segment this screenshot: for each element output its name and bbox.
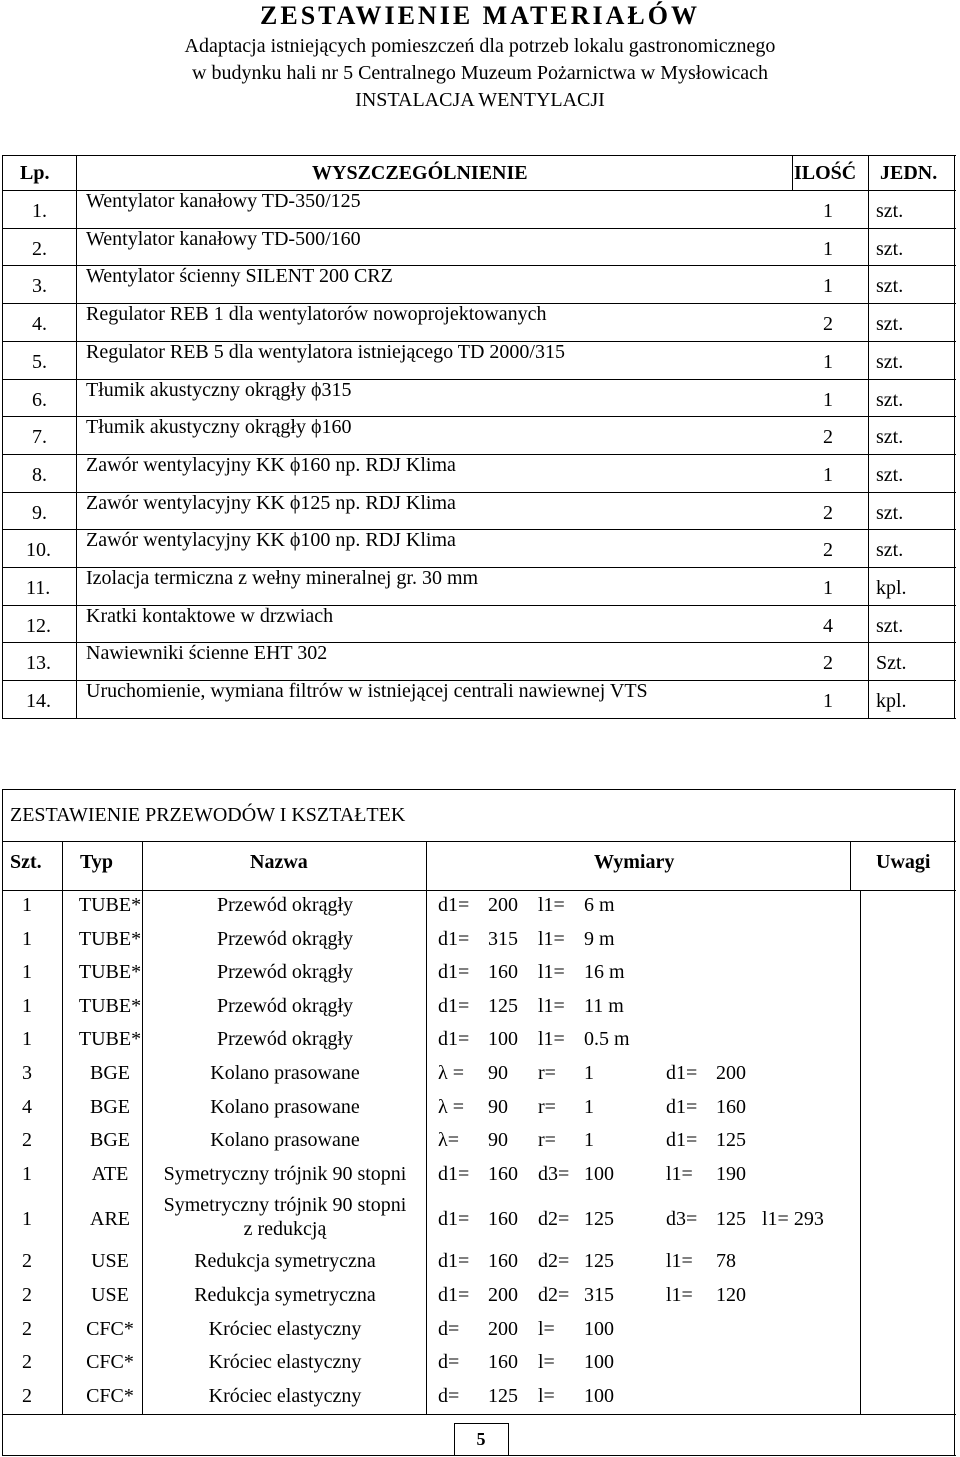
dimension-value-2: 100 <box>584 1317 614 1340</box>
material-row <box>2 567 956 605</box>
dimension-key-2: d2= <box>538 1284 570 1306</box>
dimension-value-2: 6 m <box>584 894 615 916</box>
conduit-name: Przewód okrągły <box>216 994 354 1017</box>
dimension-key-1: d= <box>438 1384 460 1407</box>
dimension-value-2: 125 <box>584 1250 614 1273</box>
dimension-value-1: 125 <box>488 994 518 1017</box>
conduit-qty: 2 <box>22 1351 32 1374</box>
material-row <box>2 605 956 643</box>
row-number: 11. <box>26 577 51 599</box>
dimension-value-3: 78 <box>716 1250 736 1273</box>
dimension-value-2: 125 <box>584 1208 614 1231</box>
dimension-key-1: d1= <box>438 961 470 984</box>
table-border <box>2 1414 956 1415</box>
dimension-value-1: 200 <box>488 1284 518 1306</box>
conduit-qty: 2 <box>22 1284 32 1306</box>
item-unit: Szt. <box>876 652 907 675</box>
dimension-value-3: 200 <box>716 1062 746 1084</box>
conduits-title: ZESTAWIENIE PRZEWODÓW I KSZTAŁTEK <box>10 804 406 826</box>
dimension-key-1: d= <box>438 1317 460 1340</box>
item-quantity: 1 <box>823 388 833 411</box>
header-quantity: ILOŚĆ <box>794 162 857 184</box>
conduit-type: TUBE* <box>78 1028 142 1051</box>
dimension-key-2: d2= <box>538 1250 570 1273</box>
dimension-value-2: 16 m <box>584 961 625 984</box>
dimension-key-1: d1= <box>438 1208 470 1231</box>
item-unit: szt. <box>876 275 904 298</box>
row-divider <box>2 718 956 719</box>
dimension-value-1: 160 <box>488 1351 518 1374</box>
materials-table <box>2 155 956 718</box>
item-quantity: 1 <box>823 463 833 486</box>
header-qty: Szt. <box>10 851 42 873</box>
dimension-value-2: 100 <box>584 1384 614 1407</box>
conduit-type: CFC* <box>86 1351 134 1374</box>
item-quantity: 1 <box>823 350 833 373</box>
conduit-row <box>2 1192 956 1246</box>
dimension-value-3: 125 <box>716 1129 746 1152</box>
row-number: 14. <box>26 690 51 713</box>
conduit-name: Symetryczny trójnik 90 stopni <box>163 1194 407 1217</box>
dimension-key-2: l= <box>538 1317 555 1340</box>
conduit-qty: 1 <box>22 994 32 1017</box>
item-unit: szt. <box>876 313 904 336</box>
conduit-row <box>2 1024 956 1058</box>
dimension-key-3: d1= <box>666 1129 698 1152</box>
item-quantity: 2 <box>823 539 833 562</box>
conduit-type: CFC* <box>86 1384 134 1407</box>
dimension-key-2: l= <box>538 1351 555 1374</box>
column-divider <box>76 155 77 718</box>
row-number: 8. <box>32 463 47 486</box>
materials-header-row <box>2 155 956 190</box>
conduit-row <box>2 890 956 924</box>
conduit-name: Symetryczny trójnik 90 stopni <box>163 1162 407 1185</box>
dimension-value-2: 100 <box>584 1162 614 1185</box>
conduit-type: BGE <box>90 1095 130 1118</box>
row-number: 9. <box>32 501 47 524</box>
row-number: 7. <box>32 426 47 449</box>
page-border <box>954 1415 955 1456</box>
conduit-qty: 1 <box>22 961 32 984</box>
column-divider <box>2 155 3 718</box>
item-description: Tłumik akustyczny okrągły ϕ160 <box>86 416 352 439</box>
dimension-key-1: d= <box>438 1351 460 1374</box>
conduit-type: USE <box>91 1284 129 1306</box>
conduit-qty: 1 <box>22 894 32 916</box>
row-number: 13. <box>26 652 51 675</box>
conduit-row <box>2 1381 956 1415</box>
conduit-name: Króciec elastyczny <box>208 1384 362 1407</box>
conduit-type: ATE <box>91 1162 129 1185</box>
dimension-key-1: d1= <box>438 994 470 1017</box>
item-quantity: 2 <box>823 652 833 675</box>
conduit-qty: 2 <box>22 1384 32 1407</box>
conduit-row <box>2 1125 956 1159</box>
dimension-value-3: 120 <box>716 1284 746 1306</box>
conduit-name: Króciec elastyczny <box>208 1317 362 1340</box>
conduit-row <box>2 1058 956 1092</box>
conduit-type: TUBE* <box>78 961 142 984</box>
conduit-row <box>2 924 956 958</box>
column-divider <box>792 155 793 190</box>
conduit-row <box>2 1159 956 1193</box>
item-description: Wentylator kanałowy TD-500/160 <box>86 227 361 250</box>
row-number: 6. <box>32 388 47 411</box>
table-border <box>2 841 956 842</box>
dimension-value-1: 160 <box>488 1208 518 1231</box>
row-number: 1. <box>32 200 47 222</box>
row-number: 3. <box>32 275 47 298</box>
conduit-row <box>2 1092 956 1126</box>
dimension-key-2: l1= <box>538 1028 565 1051</box>
item-unit: szt. <box>876 614 904 637</box>
column-divider <box>850 841 851 890</box>
conduit-name: Redukcja symetryczna <box>194 1284 376 1306</box>
item-unit: szt. <box>876 501 904 524</box>
column-divider <box>62 841 63 1414</box>
conduit-name: Kolano prasowane <box>210 1095 360 1118</box>
dimension-value-1: 90 <box>488 1129 508 1152</box>
material-row <box>2 265 956 303</box>
dimension-value-1: 100 <box>488 1028 518 1051</box>
dimension-value-2: 100 <box>584 1351 614 1374</box>
item-description: Wentylator ścienny SILENT 200 CRZ <box>86 265 393 288</box>
item-quantity: 1 <box>823 577 833 599</box>
conduit-qty: 1 <box>22 927 32 950</box>
item-quantity: 2 <box>823 501 833 524</box>
conduit-name: Przewód okrągły <box>216 961 354 984</box>
column-divider <box>860 890 861 1414</box>
dimension-key-1: d1= <box>438 1284 470 1306</box>
dimension-key-2: l= <box>538 1384 555 1407</box>
conduit-row <box>2 991 956 1025</box>
dimension-value-1: 315 <box>488 927 518 950</box>
dimension-key-1: λ= <box>438 1129 459 1152</box>
conduit-name: Redukcja symetryczna <box>194 1250 376 1273</box>
conduit-type: CFC* <box>86 1317 134 1340</box>
dimension-key-1: d1= <box>438 1028 470 1051</box>
dimension-value-1: 160 <box>488 1162 518 1185</box>
page-number-box <box>454 1423 508 1424</box>
dimension-value-2: 9 m <box>584 927 615 950</box>
dimension-key-1: d1= <box>438 1162 470 1185</box>
row-number: 12. <box>26 614 51 637</box>
dimension-value-1: 200 <box>488 894 518 916</box>
dimension-value-1: 125 <box>488 1384 518 1407</box>
dimension-key-3: l1= <box>666 1250 693 1273</box>
header-notes: Uwagi <box>876 851 931 873</box>
item-unit: szt. <box>876 539 904 562</box>
header-dimensions: Wymiary <box>594 851 675 873</box>
conduit-row <box>2 1280 956 1314</box>
item-description: Uruchomienie, wymiana filtrów w istniejącej centrali nawiewnej VTS <box>86 680 648 703</box>
item-description: Izolacja termiczna z wełny mineralnej gr. 30 mm <box>86 567 479 589</box>
row-number: 10. <box>26 539 51 562</box>
item-quantity: 1 <box>823 690 833 713</box>
item-description: Zawór wentylacyjny KK ϕ100 np. RDJ Klima <box>86 529 456 552</box>
header-type: Typ <box>80 851 113 873</box>
material-row <box>2 416 956 454</box>
item-description: Wentylator kanałowy TD-350/125 <box>86 190 361 212</box>
dimension-value-1: 200 <box>488 1317 518 1340</box>
dimension-value-3: 190 <box>716 1162 746 1185</box>
dimension-key-2: r= <box>538 1062 556 1084</box>
conduit-type: ARE <box>90 1208 130 1231</box>
row-number: 5. <box>32 350 47 373</box>
item-unit: kpl. <box>876 577 907 599</box>
header-name: Nazwa <box>250 851 308 873</box>
dimension-key-2: l1= <box>538 894 565 916</box>
dimension-key-1: λ = <box>438 1062 464 1084</box>
dimension-key-2: r= <box>538 1095 556 1118</box>
conduit-qty: 2 <box>22 1317 32 1340</box>
conduit-name: Króciec elastyczny <box>208 1351 362 1374</box>
item-description: Nawiewniki ścienne EHT 302 <box>86 642 328 665</box>
material-row <box>2 529 956 567</box>
dimension-value-3: 125 <box>716 1208 746 1231</box>
item-unit: szt. <box>876 237 904 260</box>
page-number-box <box>2 1455 956 1456</box>
dimension-key-3: l1= <box>666 1284 693 1306</box>
material-row <box>2 454 956 492</box>
item-quantity: 2 <box>823 426 833 449</box>
material-row <box>2 228 956 266</box>
dimension-value-2: 1 <box>584 1129 594 1152</box>
conduit-row <box>2 1314 956 1348</box>
item-quantity: 4 <box>823 614 833 637</box>
conduit-type: BGE <box>90 1062 130 1084</box>
item-unit: szt. <box>876 463 904 486</box>
column-divider <box>142 841 143 1414</box>
project-location: w budynku hali nr 5 Centralnego Muzeum Pożarnictwa w Mysłowicach <box>192 62 768 84</box>
dimension-value-1: 90 <box>488 1062 508 1084</box>
document-title: ZESTAWIENIE MATERIAŁÓW <box>260 1 700 30</box>
dimension-extra: l1= 293 <box>762 1208 824 1231</box>
conduit-type: BGE <box>90 1129 130 1152</box>
conduit-name-line2: z redukcją <box>243 1218 327 1241</box>
material-row <box>2 379 956 417</box>
dimension-value-1: 90 <box>488 1095 508 1118</box>
dimension-value-3: 160 <box>716 1095 746 1118</box>
dimension-value-2: 315 <box>584 1284 614 1306</box>
item-unit: kpl. <box>876 690 907 713</box>
item-description: Kratki kontaktowe w drzwiach <box>86 604 334 627</box>
dimension-key-1: d1= <box>438 927 470 950</box>
conduit-type: TUBE* <box>78 927 142 950</box>
header-lp: Lp. <box>20 162 50 184</box>
conduit-qty: 3 <box>22 1062 32 1084</box>
conduit-type: TUBE* <box>78 894 142 916</box>
dimension-key-2: l1= <box>538 994 565 1017</box>
table-border <box>2 789 3 1414</box>
column-divider <box>868 155 869 718</box>
conduit-qty: 4 <box>22 1095 32 1118</box>
conduits-table <box>2 789 956 1415</box>
item-quantity: 2 <box>823 313 833 336</box>
page-border <box>2 1415 3 1456</box>
dimension-key-2: l1= <box>538 927 565 950</box>
dimension-key-3: d1= <box>666 1095 698 1118</box>
material-row <box>2 303 956 341</box>
item-unit: szt. <box>876 200 904 222</box>
conduit-qty: 1 <box>22 1162 32 1185</box>
item-unit: szt. <box>876 426 904 449</box>
conduit-qty: 1 <box>22 1028 32 1051</box>
conduit-qty: 2 <box>22 1250 32 1273</box>
item-quantity: 1 <box>823 237 833 260</box>
dimension-value-2: 11 m <box>584 994 624 1017</box>
conduit-name: Przewód okrągły <box>216 927 354 950</box>
material-row <box>2 492 956 530</box>
dimension-key-1: λ = <box>438 1095 464 1118</box>
item-quantity: 1 <box>823 275 833 298</box>
table-border <box>2 789 956 790</box>
item-description: Regulator REB 1 dla wentylatorów nowoprojektowanych <box>86 303 547 326</box>
table-border <box>2 155 956 156</box>
dimension-key-3: d3= <box>666 1208 698 1231</box>
material-row <box>2 642 956 680</box>
item-unit: szt. <box>876 350 904 373</box>
item-description: Regulator REB 5 dla wentylatora istniejącego TD 2000/315 <box>86 340 565 363</box>
item-description: Zawór wentylacyjny KK ϕ160 np. RDJ Klima <box>86 453 456 476</box>
conduit-qty: 1 <box>22 1208 32 1231</box>
dimension-value-1: 160 <box>488 961 518 984</box>
conduit-name: Przewód okrągły <box>216 1028 354 1051</box>
conduit-row <box>2 1246 956 1280</box>
dimension-key-3: d1= <box>666 1062 698 1084</box>
conduit-row <box>2 957 956 991</box>
dimension-value-2: 0.5 m <box>584 1028 630 1051</box>
conduit-name: Kolano prasowane <box>210 1129 360 1152</box>
dimension-key-1: d1= <box>438 1250 470 1273</box>
dimension-key-2: r= <box>538 1129 556 1152</box>
material-row <box>2 680 956 718</box>
conduit-qty: 2 <box>22 1129 32 1152</box>
column-divider <box>426 841 427 1414</box>
dimension-key-2: d2= <box>538 1208 570 1231</box>
page-number-box <box>508 1423 509 1455</box>
page-number-box <box>454 1423 455 1455</box>
installation-name: INSTALACJA WENTYLACJI <box>355 89 605 111</box>
column-divider <box>954 155 955 718</box>
header-unit: JEDN. <box>880 162 938 184</box>
material-row <box>2 341 956 379</box>
conduit-name: Przewód okrągły <box>216 894 354 916</box>
row-number: 2. <box>32 237 47 260</box>
item-unit: szt. <box>876 388 904 411</box>
dimension-value-2: 1 <box>584 1062 594 1084</box>
item-description: Tłumik akustyczny okrągły ϕ315 <box>86 378 352 401</box>
conduit-row <box>2 1347 956 1381</box>
project-subtitle: Adaptacja istniejących pomieszczeń dla potrzeb lokalu gastronomicznego <box>184 35 776 57</box>
dimension-value-1: 160 <box>488 1250 518 1273</box>
dimension-value-2: 1 <box>584 1095 594 1118</box>
dimension-key-2: d3= <box>538 1162 570 1185</box>
dimension-key-1: d1= <box>438 894 470 916</box>
dimension-key-2: l1= <box>538 961 565 984</box>
table-border <box>954 789 955 1414</box>
conduit-type: TUBE* <box>78 994 142 1017</box>
conduit-type: USE <box>91 1250 129 1273</box>
header-description: WYSZCZEGÓLNIENIE <box>312 162 528 184</box>
item-description: Zawór wentylacyjny KK ϕ125 np. RDJ Klima <box>86 491 456 514</box>
dimension-key-3: l1= <box>666 1162 693 1185</box>
item-quantity: 1 <box>823 200 833 222</box>
material-row <box>2 190 956 228</box>
row-number: 4. <box>32 313 47 336</box>
page-number: 5 <box>476 1429 486 1449</box>
conduit-name: Kolano prasowane <box>210 1062 360 1084</box>
